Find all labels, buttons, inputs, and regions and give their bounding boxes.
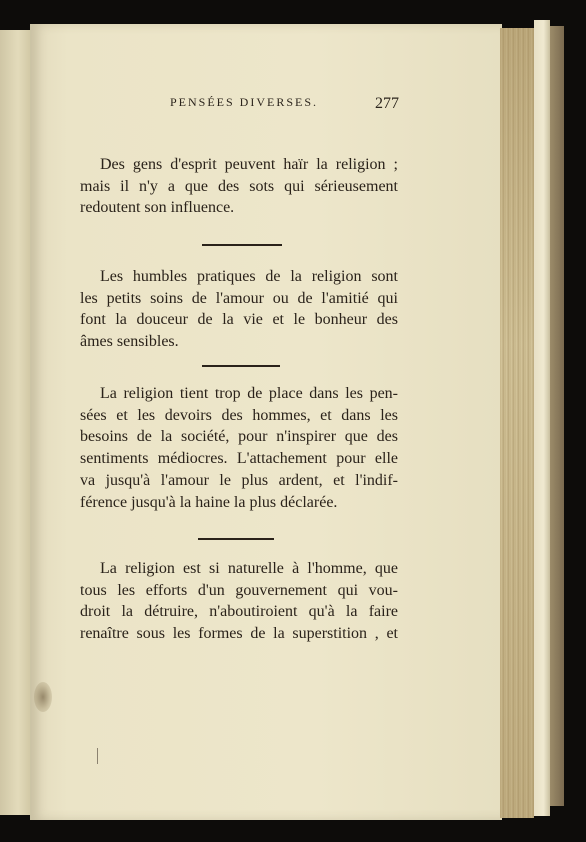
cover-edge	[534, 20, 550, 816]
text-line: mais il n'y a que des sots qui sérieusement	[80, 177, 398, 195]
text-line: La religion tient trop de place dans les pen-	[100, 385, 398, 402]
separator-rule	[202, 365, 280, 367]
page-number: 277	[375, 95, 399, 112]
ink-speck	[97, 748, 98, 764]
paragraph-3	[80, 383, 398, 513]
separator-rule	[198, 538, 274, 540]
text-line: tous les efforts d'un gouvernement qui vou-	[80, 581, 398, 599]
paragraph-2	[80, 266, 398, 353]
text-line: besoins de la société, pour n'inspirer que des	[80, 428, 398, 446]
separator-rule	[202, 244, 282, 246]
text-line: La religion est si naturelle à l'homme, que	[100, 560, 398, 577]
text-line: férence jusqu'à la haine la plus déclarée.	[80, 493, 338, 511]
paragraph-1	[80, 154, 398, 219]
text-line: Des gens d'esprit peuvent haïr la religion ;	[100, 156, 398, 173]
text-line: Les humbles pratiques de la religion sont	[100, 268, 398, 285]
text-line: va jusqu'à l'amour le plus ardent, et l'indif-	[80, 471, 398, 489]
text-line: droit la détruire, n'aboutiroient qu'à la faire	[80, 603, 398, 621]
foxing-stain	[34, 682, 52, 712]
paragraph-4	[80, 558, 398, 645]
page-edges	[500, 28, 534, 818]
text-line: sées et les devoirs des hommes, et dans les	[80, 406, 398, 424]
left-page-edge	[0, 30, 31, 815]
text-line: renaître sous les formes de la superstition , et	[80, 625, 398, 643]
text-line: font la douceur de la vie et le bonheur des	[80, 311, 398, 329]
text-line: âmes sensibles.	[80, 333, 179, 351]
text-line: sentiments médiocres. L'attachement pour elle	[80, 450, 398, 468]
text-line: les petits soins de l'amour ou de l'amitié qui	[80, 289, 398, 307]
running-head: PENSÉES DIVERSES.	[170, 95, 319, 109]
binding-board	[550, 26, 564, 806]
text-line: redoutent son influence.	[80, 199, 235, 217]
